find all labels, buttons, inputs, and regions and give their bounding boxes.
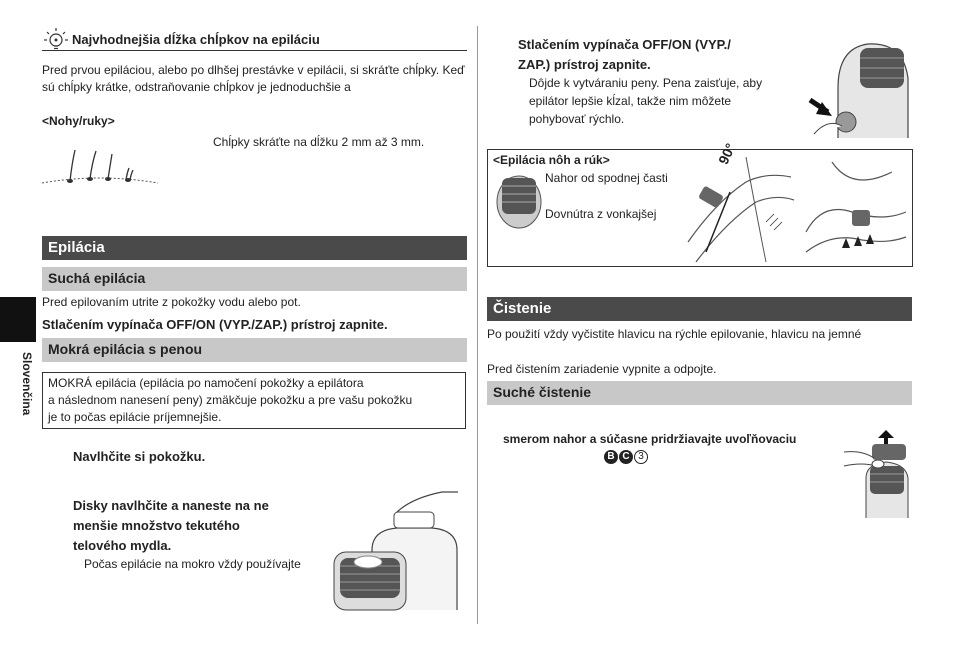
info-line-3: je to počas epilácie príjemnejšie. xyxy=(48,410,222,424)
soap-epilator-illustration xyxy=(332,490,462,612)
hair-illustration xyxy=(40,148,160,198)
switch-line-2: ZAP.) prístroj zapnite. xyxy=(518,57,651,72)
dry-epilation-title: Suchá epilácia xyxy=(42,267,467,291)
cleaning-text: Po použití vždy vyčistite hlavicu na rýchle epilovanie, hlavicu na jemné xyxy=(487,327,862,341)
angle-label: 90° xyxy=(715,140,739,167)
wet-step-1: Navlhčite si pokožku. xyxy=(73,449,206,464)
hair-length-title: Najvhodnejšia dĺžka chĺpkov na epiláciu xyxy=(72,32,320,47)
language-label: Slovenčina xyxy=(20,352,34,416)
lightbulb-icon xyxy=(42,26,70,52)
switch-desc-1: Dôjde k vytváraniu peny. Pena zaisťuje, aby xyxy=(529,76,763,90)
language-side-tab xyxy=(0,297,36,342)
dry-cleaning-instruction: smerom nahor a súčasne pridržiavajte uvoľňovaciu xyxy=(503,432,797,446)
dry-epilation-text: Pred epilovaním utrite z pokožky vodu alebo pot. xyxy=(42,295,301,309)
epilator-switch-illustration xyxy=(808,38,918,138)
section-epilation-title: Epilácia xyxy=(42,236,467,260)
info-line-2: a následnom nanesení peny) zmäkčuje pokožku a pre vašu pokožku xyxy=(48,393,413,407)
wet-step-2 xyxy=(73,496,269,556)
direction-1: Nahor od spodnej časti xyxy=(545,171,668,185)
switch-instruction xyxy=(518,35,731,75)
part-references xyxy=(604,450,648,464)
dry-cleaning-title: Suché čistenie xyxy=(487,381,912,405)
direction-2: Dovnútra z vonkajšej xyxy=(545,207,657,221)
switch-desc-3: pohybovať rýchlo. xyxy=(529,112,625,126)
switch-description xyxy=(529,74,762,128)
ref-3: 3 xyxy=(634,450,648,464)
switch-desc-2: epilátor lepšie kĺzal, takže nim môžete xyxy=(529,94,732,108)
dry-epilation-instruction: Stlačením vypínača OFF/ON (VYP./ZAP.) prístroj zapnite. xyxy=(42,317,388,332)
epilator-head-icon xyxy=(494,170,544,230)
ref-c: C xyxy=(619,450,633,464)
trim-length-text: Chĺpky skráťte na dĺžku 2 mm až 3 mm. xyxy=(213,135,425,149)
column-divider xyxy=(477,26,478,624)
wet-step-2-line-2: menšie množstvo tekutého xyxy=(73,518,240,533)
cleaning-text-2: Pred čistením zariadenie vypnite a odpojte. xyxy=(487,362,717,376)
legs-arms-label: <Nohy/ruky> xyxy=(42,114,115,128)
leg-epilation-illustration xyxy=(686,152,798,264)
wet-epilation-title: Mokrá epilácia s penou xyxy=(42,338,467,362)
wet-step-2-line-3: telového mydla. xyxy=(73,538,172,553)
head-removal-illustration xyxy=(842,428,914,520)
arm-epilation-illustration xyxy=(802,152,910,264)
hair-length-text: Pred prvou epiláciou, alebo po dlhšej prestávke v epilácii, si skráťte chĺpky. Keď sú chĺpky krátke, odstraňovanie chĺpkov je jednoduchšie a xyxy=(42,63,465,94)
wet-step-2-line-1: Disky navlhčite a naneste na ne xyxy=(73,498,269,513)
section-cleaning-title: Čistenie xyxy=(487,297,912,321)
title-underline xyxy=(42,50,467,51)
wet-epilation-info-box xyxy=(42,372,466,429)
info-line-1: MOKRÁ epilácia (epilácia po namočení pokožky a epilátora xyxy=(48,376,364,390)
legs-arms-box-label: <Epilácia nôh a rúk> xyxy=(493,153,610,167)
wet-note: Počas epilácie na mokro vždy používajte xyxy=(84,557,301,571)
ref-b: B xyxy=(604,450,618,464)
switch-line-1: Stlačením vypínača OFF/ON (VYP./ xyxy=(518,37,731,52)
